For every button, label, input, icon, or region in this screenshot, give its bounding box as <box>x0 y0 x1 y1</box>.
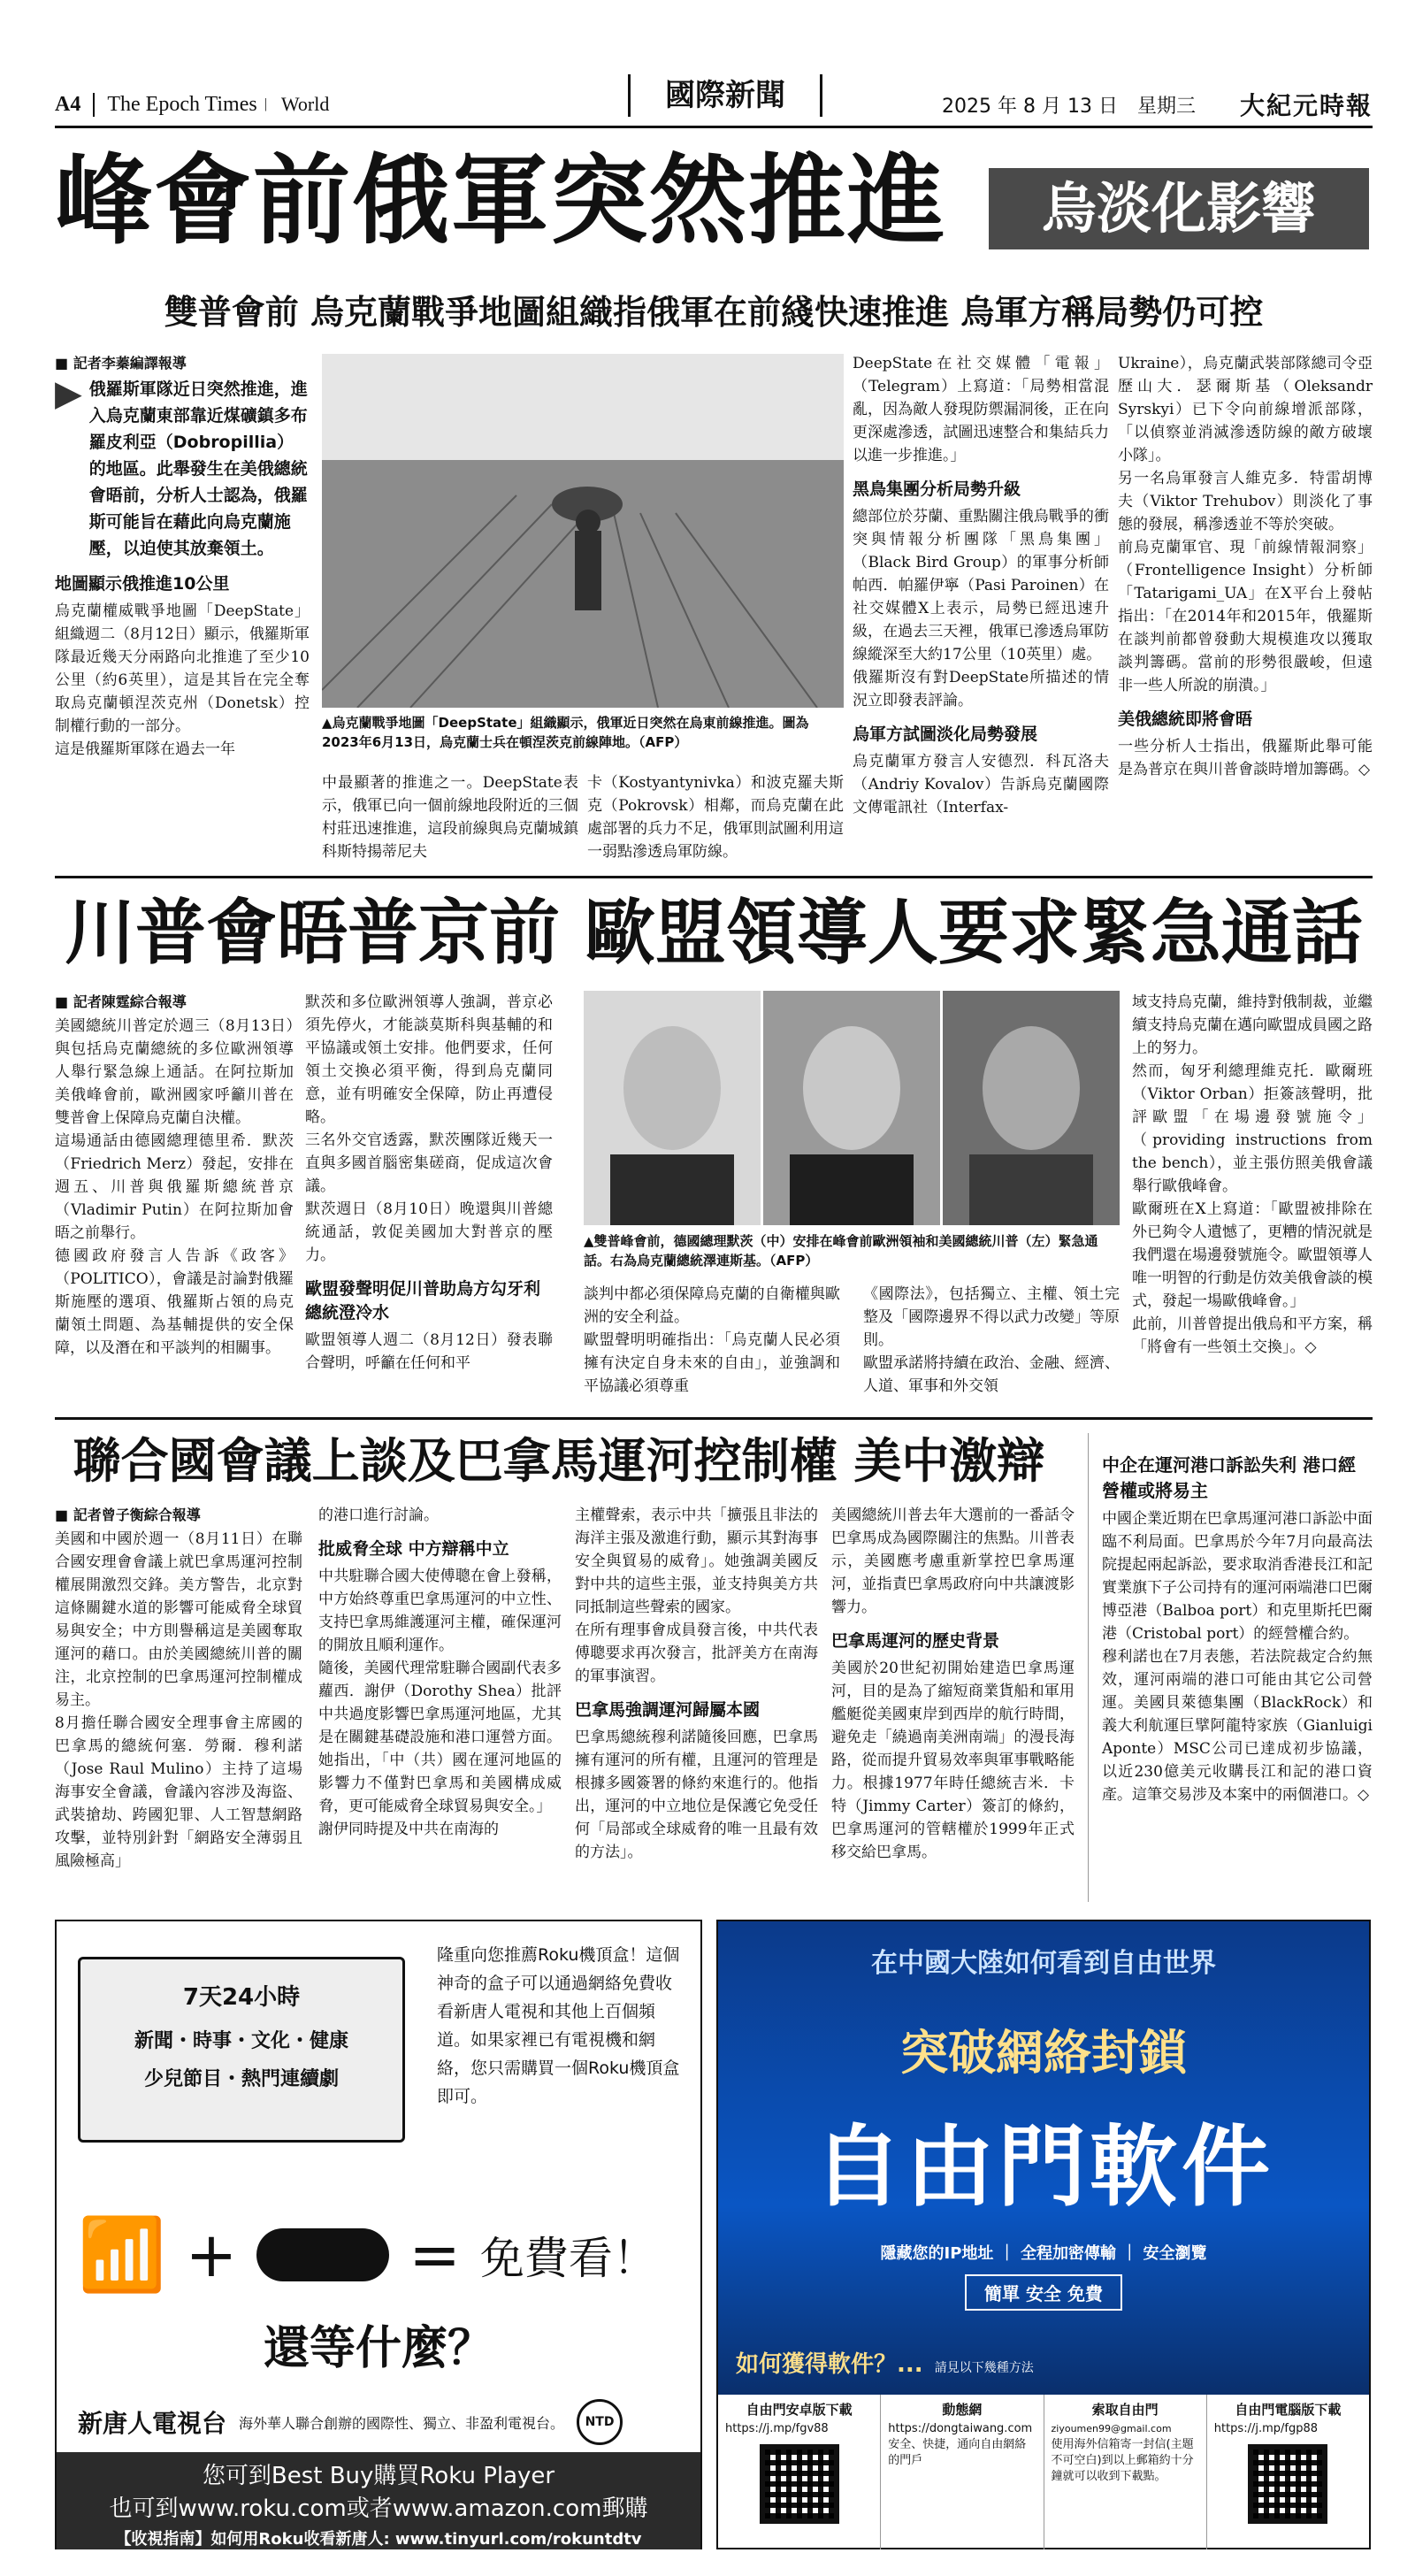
story3-headline: 聯合國會議上談及巴拿馬運河控制權 美中激辯 <box>73 1433 1045 1489</box>
paragraph: DeepState在社交媒體「電報」（Telegram）上寫道：「局勢相當混亂，因為敵人發現防禦漏洞後，正在向更深處滲透，試圖迅速整合和集結兵力以進一步推進。」 <box>853 355 1109 464</box>
chevron-right-icon: ▶ <box>55 373 82 414</box>
byline: ■ 記者李蓁編譯報導 <box>55 352 310 372</box>
story2-col5 <box>1132 991 1373 1359</box>
ad-top: 在中國大陸如何看到自由世界 <box>871 1948 1216 1979</box>
subheading: 地圖顯示俄推進10公里 <box>55 574 230 594</box>
story3-col4 <box>831 1504 1075 1864</box>
paragraph: 這是俄羅斯軍隊在過去一年 <box>55 740 235 758</box>
method-dongtaiwang <box>881 2395 1044 2549</box>
story3-col2 <box>318 1504 562 1841</box>
story2-col1 <box>55 991 294 1360</box>
paragraph: 中最顯著的推進之一。DeepState表示，俄軍已向一個前線地段附近的三個村莊迅速推進，這段前線與烏克蘭城鎮科斯特揚蒂尼夫 <box>322 774 578 861</box>
paragraph: 德國政府發言人告訴《政客》（POLITICO），會議是討論對俄羅斯施壓的選項、俄羅斯占領的烏克蘭領土問題、為基輔提供的安全保障，以及潛在和平談判的相關事。 <box>55 1247 294 1357</box>
wifi-icon: 📶 <box>78 2213 166 2296</box>
story1-headline: 峰會前俄軍突然推進 <box>55 144 946 257</box>
story1-col1 <box>55 352 310 761</box>
download-methods <box>718 2395 1369 2549</box>
paragraph: 總部位於芬蘭、重點關注俄烏戰爭的衝突與情報分析團隊「黑鳥集團」（Black Bird Group）的軍事分析師帕西．帕羅伊寧（Pasi Paroinen）在社交媒體X上表示，局勢已經迅速升級，在過去三天裡，俄軍已滲透烏軍防線縱深至大約17公里（10英里）處。 <box>853 508 1109 663</box>
paragraph: 烏克蘭權威戰爭地圖「DeepState」組織週二（8月12日）顯示，俄羅斯軍隊最近幾天分兩路向北推進了至少10公里（約6英里），這是其旨在完全奪取烏克蘭頓涅茨克州（Donetsk）控制權行動的一部分。 <box>55 602 310 735</box>
ad-intro: 隆重向您推薦Roku機頂盒！這個神奇的盒子可以通過網絡免費收看新唐人電視和其他上百個頻道。如果家裡已有電視機和網絡，您只需購買一個Roku機頂盒即可。 <box>437 1945 680 2106</box>
byline: ■ 記者陳霆綜合報導 <box>55 991 294 1011</box>
story3-col3 <box>575 1504 818 1864</box>
how-title: 如何獲得軟件？... <box>736 2351 923 2378</box>
subheading: 黑鳥集團分析局勢升級 <box>853 479 1021 499</box>
ad-title1: 突破網絡封鎖 <box>900 2025 1187 2081</box>
qr-code-icon <box>760 2444 839 2524</box>
tv-title: 7天24小時 <box>182 1984 301 2011</box>
subheading: 歐盟發聲明促川普助烏方勾牙利總統澄冷水 <box>305 1279 541 1322</box>
paragraph: 穆利諾也在7月表態，若法院裁定合約無效，運河兩端的港口可能由其它公司營運。美國貝萊德集團（BlackRock）和義大利航運巨擘阿龍特家族（Gianluigi Aponte）MSC公司已達成初步協議，以近230億美元收購長江和記的港口資產。這筆交易涉及本案中的兩個港口。◇ <box>1102 1648 1373 1804</box>
paragraph: 烏克蘭軍方發言人安德烈．科瓦洛夫（Andriy Kovalov）告訴烏克蘭國際文傳電訊社（Interfax- <box>853 753 1109 816</box>
divider <box>55 126 1373 128</box>
story1-col4 <box>1118 352 1373 781</box>
paper-name: The Epoch Times <box>107 92 257 116</box>
method-url[interactable]: https://j.mp/fgp88 <box>1213 2422 1319 2435</box>
photo-caption: ▲雙普峰會前，德國總理默茨（中）安排在峰會前歐洲領袖和美國總統川普（左）緊急通話。右為烏克蘭總統澤連斯基。（AFP） <box>584 1233 1098 1269</box>
paragraph: 歐爾班在X上寫道：「歐盟被排除在外已夠令人遺憾了，更糟的情況就是我們還在場邊發號施令。歐盟領導人唯一明智的行動是仿效美俄會談的模式，發起一場歐俄峰會。」 <box>1132 1200 1373 1310</box>
story3-col1 <box>55 1504 302 1873</box>
method-desc: 安全、快捷，通向自由網絡的門戶 <box>888 2438 1027 2467</box>
paragraph: 在所有理事會成員發言後，中共代表傅聰要求再次發言，批評美方在南海的軍事演習。 <box>575 1622 818 1685</box>
paragraph: 主權聲索，表示中共「擴張且非法的海洋主張及激進行動，顯示其對海事安全與貿易的威脅」。她強調美國反對中共的這些主張，並支持與美方共同抵制這些聲索的國家。 <box>575 1506 818 1616</box>
paragraph: 的港口進行討論。 <box>318 1506 439 1524</box>
section-title: 國際新聞 <box>628 74 822 117</box>
paragraph: 三名外交官透露，默茨團隊近幾天一直與多國首腦密集磋商，促成這次會議。 <box>305 1131 553 1195</box>
ad-why: 還等什麼？ <box>263 2322 493 2375</box>
method-title: 動態網 <box>942 2402 983 2418</box>
byline: ■ 記者曾子衡綜合報導 <box>55 1504 302 1524</box>
paragraph: 隨後，美國代理常駐聯合國副代表多蘿西．謝伊（Dorothy Shea）批評中共過度影響巴拿馬運河地區，尤其是在關鍵基礎設施和港口運營方面。她指出，「中（共）國在運河地區的影響力不僅對巴拿馬和美國構成威脅，更可能威脅全球貿易與安全。」 <box>318 1660 562 1815</box>
paragraph: 8月擔任聯合國安全理事會主席國的巴拿馬的總統何塞．勞爾．穆利諾（Jose Raul Mulino）主持了這場海事安全會議，會議內容涉及海盜、武裝搶劫、跨國犯罪、人工智慧網路攻擊，並特別針對「網路安全薄弱且風險極高」 <box>55 1714 302 1870</box>
ntd-name: 新唐人電視台 <box>78 2409 227 2438</box>
paragraph: 這場通話由德國總理德里希．默茨（Friedrich Merz）發起，安排在週五、川普與俄羅斯總統普京（Vladimir Putin）在阿拉斯加會晤之前舉行。 <box>55 1132 294 1242</box>
paragraph: 域支持烏克蘭，維持對俄制裁，並繼續支持烏克蘭在邁向歐盟成員國之路上的努力。 <box>1132 993 1373 1057</box>
roku-box-icon <box>256 2228 389 2281</box>
story2-col2 <box>305 991 553 1375</box>
story1-subhead: 雙普會前 烏克蘭戰爭地圖組織指俄軍在前綫快速推進 烏軍方稱局勢仍可控 <box>164 293 1264 332</box>
method-title: 自由門電腦版下載 <box>1235 2402 1342 2418</box>
subheading: 巴拿馬強調運河歸屬本國 <box>575 1700 761 1720</box>
brand-logo: 大紀元時報 <box>1239 93 1373 120</box>
ad-title2: 自由門軟件 <box>814 2115 1274 2219</box>
ntd-logo-icon: NTD <box>577 2399 623 2445</box>
paragraph: 《國際法》，包括獨立、主權、領土完整及「國際邊界不得以武力改變」等原則。 <box>863 1285 1120 1349</box>
paragraph: 中共駐聯合國大使傅聰在會上發稱，中方始終尊重巴拿馬運河的中立性、支持巴拿馬維護運河主權，確保運河的開放且順利運作。 <box>318 1568 562 1654</box>
paragraph: 談判中都必須保障烏克蘭的自衛權與歐洲的安全利益。 <box>584 1285 840 1326</box>
method-url[interactable]: https://j.mp/fgv88 <box>725 2422 829 2435</box>
roku-ad <box>55 1920 702 2549</box>
paragraph: 另一名烏軍發言人維克多．特雷胡博夫（Viktor Trehubov）則淡化了事態的發展，稱滲透並不等於突破。 <box>1118 470 1373 533</box>
method-email-address[interactable]: ziyoumen99@gmail.com <box>1051 2423 1172 2434</box>
photo-caption: ▲烏克蘭戰爭地圖「DeepState」組織顯示，俄軍近日突然在烏東前線推進。圖為2023年6月13日，烏克蘭士兵在頓涅茨克前線陣地。（AFP） <box>322 715 809 750</box>
method-android <box>718 2395 881 2549</box>
method-url[interactable]: https://dongtaiwang.com <box>888 2422 1033 2435</box>
story2-headline: 川普會晤普京前 歐盟領導人要求緊急通話 <box>65 892 1363 974</box>
paragraph: 謝伊同時提及中共在南海的 <box>318 1821 499 1838</box>
page-number: A4 <box>55 93 95 117</box>
subheading: 巴拿馬運河的歷史背景 <box>831 1631 1000 1651</box>
ad-equation <box>78 2213 688 2296</box>
masthead: A4 The Epoch Times | World 國際新聞 2025 年 8 月 13 日 星期三 大紀元時報 <box>55 87 1373 122</box>
leaders-photo <box>584 991 1120 1225</box>
how-to <box>736 2346 1034 2379</box>
paragraph: 默茨週日（8月10日）晚還與川普總統通話，敦促美國加大對普京的壓力。 <box>305 1200 553 1264</box>
paragraph: 俄羅斯沒有對DeepState所描述的情況立即發表評論。 <box>853 669 1109 709</box>
lead-paragraph: 俄羅斯軍隊近日突然推進，進入烏克蘭東部靠近煤礦鎮多布羅皮利亞（Dobropillia）的地區。此舉發生在美俄總統會晤前，分析人士認為，俄羅斯可能旨在藉此向烏克蘭施壓，以迫使其放棄領土。 <box>88 380 308 558</box>
buy-line: 您可到Best Buy購買Roku Player <box>202 2463 555 2489</box>
paragraph: 此前，川普曾提出俄烏和平方案，稱「將會有一些領土交換」。◇ <box>1132 1315 1373 1356</box>
paragraph: 一些分析人士指出，俄羅斯此舉可能是為普京在與川普會談時增加籌碼。◇ <box>1118 738 1373 778</box>
front-line-photo <box>322 354 844 708</box>
paragraph: 然而，匈牙利總理維克托．歐爾班（Viktor Orban）拒簽該聲明，批評歐盟「在場邊發號施令」（providing instructions from the bench），並主張仿照美俄會議舉行歐俄峰會。 <box>1132 1062 1373 1195</box>
subheading: 美俄總統即將會晤 <box>1118 709 1253 729</box>
story2-col4 <box>863 1283 1120 1398</box>
paragraph: 歐盟承諾將持續在政治、金融、經濟、人道、軍事和外交領 <box>863 1354 1120 1395</box>
method-email <box>1044 2395 1207 2549</box>
paragraph: 默茨和多位歐洲領導人強調，普京必須先停火，才能談莫斯科與基輔的和平協議或領土安排。他們要求，任何領土交換必須平衡，得到烏克蘭同意，並有明確安全保障，防止再遭侵略。 <box>305 993 553 1126</box>
guide-line: 【收視指南】如何用Roku收看新唐人: www.tinyurl.com/rokuntdtv <box>115 2530 642 2549</box>
story2-col3 <box>584 1283 840 1398</box>
sidebar-title: 中企在運河港口訴訟失利 港口經營權或將易主 <box>1102 1454 1356 1501</box>
buy-line: 也可到www.roku.com或者www.amazon.com郵購 <box>109 2496 648 2522</box>
section-name: World <box>280 93 330 115</box>
freegate-ad <box>716 1920 1371 2549</box>
tv-icon <box>78 1957 405 2143</box>
story3-sidebar <box>1102 1451 1373 1806</box>
method-desc: 使用海外信箱寄一封信(主題不可空白)到以上郵箱約十分鐘就可以收到下載點。 <box>1051 2438 1194 2483</box>
paragraph: 前烏克蘭軍官、現「前線情報洞察」（Frontelligence Insight）分析師「Tatarigami_UA」在X平台上發帖指出：「在2014年和2015年，俄羅斯在談判前都曾發動大規模進攻以獲取談判籌碼。當前的形勢很嚴峻，但遠非一些人所說的崩潰。」 <box>1118 539 1373 694</box>
paragraph: 歐盟聲明明確指出：「烏克蘭人民必須擁有決定自身未來的自由」，並強調和平協議必須尊重 <box>584 1331 840 1395</box>
divider <box>55 876 1373 878</box>
paragraph: 美國於20世紀初開始建造巴拿馬運河，目的是為了縮短商業貨船和軍用艦艇從美國東岸到西岸的航行時間，避免走「繞過南美洲南端」的漫長海路，從而提升貿易效率與軍事戰略能力。根據1977年時任總統吉米．卡特（Jimmy Carter）簽訂的條約，巴拿馬運河的管轄權於1999年正式移交給巴拿馬。 <box>831 1660 1075 1861</box>
divider <box>55 1417 1373 1420</box>
plus-sign: + <box>185 2219 238 2291</box>
method-title: 自由門安卓版下載 <box>746 2402 853 2418</box>
equals-sign: = <box>409 2219 461 2291</box>
divider <box>1088 1433 1089 1902</box>
story1-col2b <box>587 771 844 863</box>
method-title: 索取自由門 <box>1091 2402 1159 2418</box>
story1-col2a <box>322 771 578 863</box>
paragraph: 美國和中國於週一（8月11日）在聯合國安理會會議上就巴拿馬運河控制權展開激烈交鋒。美方警告，北京對這條關鍵水道的影響可能威脅全球貿易與安全；中方則譽稱這是美國奪取運河的藉口。由於美國總統川普的關注，北京控制的巴拿馬運河控制權成易主。 <box>55 1530 302 1709</box>
free-text: 免費看！ <box>479 2233 657 2284</box>
ntd-desc: 海外華人聯合創辦的國際性、獨立、非盈利電視台。 <box>239 2414 565 2432</box>
paragraph: 中國企業近期在巴拿馬運河港口訴訟中面臨不利局面。巴拿馬於今年7月向最高法院提起兩起訴訟，要求取消香港長江和記實業旗下子公司持有的運河兩端港口巴爾博亞港（Balboa port）和克里斯托巴爾港（Cristobal port）的經營權合約。 <box>1102 1510 1373 1643</box>
ad-features: 隱藏您的IP地址 ｜ 全程加密傳輸 ｜ 安全瀏覽 <box>880 2244 1207 2263</box>
paragraph: Ukraine），烏克蘭武裝部隊總司令亞歷山大．瑟爾斯基（Oleksandr Syrskyi）已下令向前線增派部隊，「以偵察並消滅滲透防線的敵方破壞小隊」。 <box>1118 355 1373 464</box>
paragraph: 卡（Kostyantynivka）和波克羅夫斯克（Pokrovsk）相鄰，而烏克蘭在此處部署的兵力不足，俄軍則試圖利用這一弱點滲透烏軍防線。 <box>587 774 844 861</box>
tv-line: 新聞・時事・文化・健康 <box>134 2030 348 2052</box>
qr-code-icon <box>1248 2444 1327 2524</box>
ad-tagline: 簡單 安全 免費 <box>965 2274 1122 2311</box>
subheading: 批威脅全球 中方辯稱中立 <box>318 1539 509 1559</box>
story1-tag: 烏淡化影響 <box>989 168 1369 249</box>
story1-col3 <box>853 352 1109 819</box>
method-pc <box>1207 2395 1369 2549</box>
ad-footer <box>57 2452 700 2549</box>
tv-line: 少兒節目・熱門連續劇 <box>143 2068 339 2090</box>
how-sub: 請見以下幾種方法 <box>934 2361 1034 2375</box>
issue-date: 2025 年 8 月 13 日 星期三 <box>942 95 1196 118</box>
paragraph: 美國總統川普定於週三（8月13日）與包括烏克蘭總統的多位歐洲領導人舉行緊急線上通話。在阿拉斯加美俄峰會前，歐洲國家呼籲川普在雙普會上保障烏克蘭自決權。 <box>55 1017 294 1127</box>
paragraph: 歐盟領導人週二（8月12日）發表聯合聲明，呼籲在任何和平 <box>305 1331 553 1372</box>
paragraph: 美國總統川普去年大選前的一番話令巴拿馬成為國際關注的焦點。川普表示，美國應考慮重新掌控巴拿馬運河，並指責巴拿馬政府向中共讓渡影響力。 <box>831 1506 1075 1616</box>
ntd-line <box>78 2399 623 2445</box>
ad-banner <box>718 1921 1369 2395</box>
paragraph: 巴拿馬總統穆利諾隨後回應，巴拿馬擁有運河的所有權，且運河的管理是根據多國簽署的條約來進行的。他指出，運河的中立地位是保護它免受任何「局部或全球威脅的唯一且最有效的方法」。 <box>575 1729 818 1861</box>
subheading: 烏軍方試圖淡化局勢發展 <box>853 724 1038 744</box>
